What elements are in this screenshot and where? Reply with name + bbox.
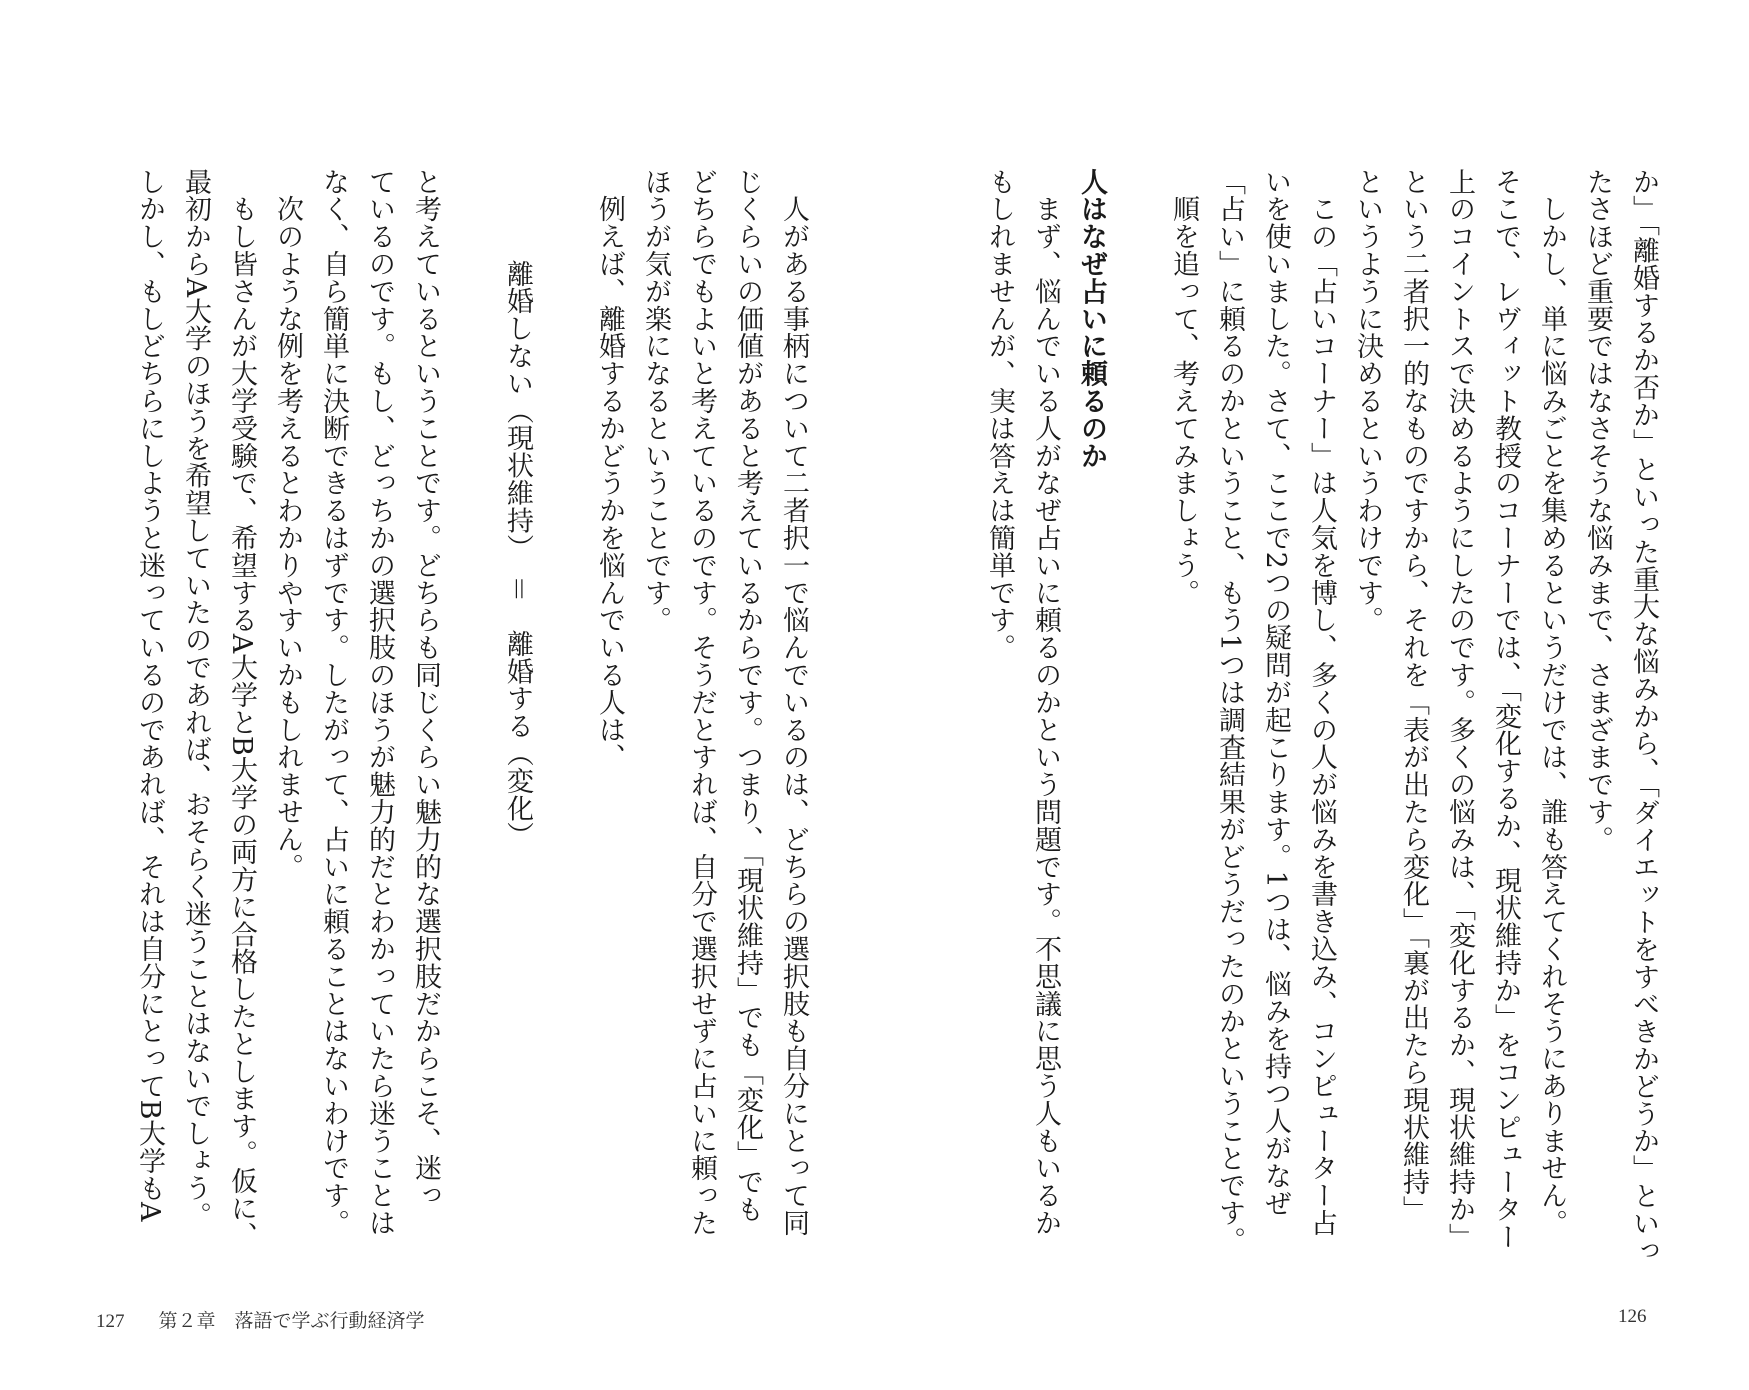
left-footer — [96, 1306, 425, 1333]
text-line: 例えば、離婚するかどうかを悩んでいる人は、 — [594, 168, 625, 771]
text-line: というように決めるというわけです。 — [1352, 168, 1383, 634]
text-line: か」「離婚するか否か」といった重大な悩みから、「ダイエットをすべきかどうか」といっ — [1628, 168, 1659, 1265]
text-line: 最初からA大学のほうを希望していたのであれば、おそらく迷うことはないでしょう。 — [180, 168, 211, 1230]
text-line: 順を追って、考えてみましょう。 — [1168, 168, 1199, 607]
text-line: 次のような例を考えるとわかりやすいかもしれません。 — [272, 168, 303, 881]
page-number-left: 127 — [96, 1311, 125, 1332]
text-line: そこで、レヴィット教授のコーナーでは、「変化するか、現状維持か」をコンピューター — [1490, 168, 1521, 1251]
text-line: まず、悩んでいる人がなぜ占いに頼るのかという問題です。不思議に思う人もいるか — [1030, 168, 1061, 1237]
text-line: もしれませんが、実は答えは簡単です。 — [984, 168, 1015, 662]
text-line: しかし、単に悩みごとを集めるというだけでは、誰も答えてくれそうにありません。 — [1536, 168, 1567, 1237]
page-number-right: 126 — [1618, 1306, 1647, 1327]
chapter-header: 第２章 落語で学ぶ行動経済学 — [158, 1311, 425, 1332]
text-line: 上のコイントスで決めるようにしたのです。多くの悩みは、「変化するか、現状維持か」 — [1444, 168, 1475, 1251]
text-line: という二者択一的なものですから、それを「表が出たら変化」「裏が出たら現状維持」 — [1398, 168, 1429, 1224]
text-line: たさほど重要ではなさそうな悩みまで、さまざまです。 — [1582, 168, 1613, 853]
text-line: ほうが気が楽になるということです。 — [640, 168, 671, 634]
text-line: じくらいの価値があると考えているからです。つまり、「現状維持」でも「変化」でも — [732, 168, 763, 1224]
text-line: 人がある事柄について二者択一で悩んでいるのは、どちらの選択肢も自分にとって同 — [778, 168, 809, 1237]
text-line: いを使いました。さて、ここで2つの疑問が起こります。1つは、悩みを持つ人がなぜ — [1260, 168, 1291, 1217]
equation-line: 離婚しない（現状維持） ＝ 離婚する（変化） — [502, 260, 533, 850]
text-line: この「占いコーナー」は人気を博し、多くの人が悩みを書き込み、コンピューター占 — [1306, 168, 1337, 1237]
text-line: なく、自ら簡単に決断できるはずです。したがって、占いに頼ることはないわけです。 — [318, 168, 349, 1237]
text-line: ているのです。もし、どっちかの選択肢のほうが魅力的だとわかっていたら迷うことは — [364, 168, 395, 1237]
text-line: と考えているということです。どちらも同じくらい魅力的な選択肢だからこそ、迷っ — [410, 168, 441, 1210]
text-line: 「占い」に頼るのかということ、もう1つは調査結果がどうだったのかということです。 — [1214, 168, 1245, 1255]
text-line: どちらでもよいと考えているのです。そうだとすれば、自分で選択せずに占いに頼った — [686, 168, 717, 1237]
section-heading: 人はなぜ占いに頼るのか — [1076, 168, 1107, 470]
text-line: しかし、もしどちらにしようと迷っているのであれば、それは自分にとってB大学もA — [134, 168, 165, 1222]
text-line: もし皆さんが大学受験で、希望するA大学とB大学の両方に合格したとします。仮に、 — [226, 168, 257, 1250]
